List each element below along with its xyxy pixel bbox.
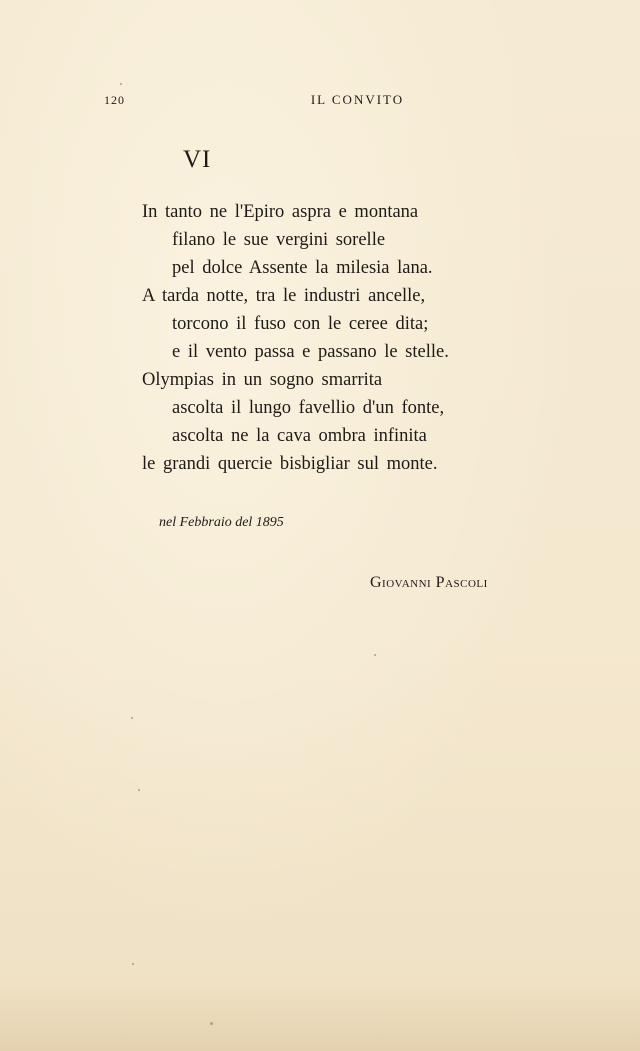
date-line: nel Febbraio del 1895 <box>159 515 284 530</box>
poem-line: le grandi quercie bisbigliar sul monte. <box>142 454 438 474</box>
page-number: 120 <box>104 93 125 107</box>
poem-line: A tarda notte, tra le industri ancelle, <box>142 286 426 306</box>
author-signature: Giovanni Pascoli <box>370 574 488 591</box>
poem-line: torcono il fuso con le ceree dita; <box>172 314 429 334</box>
running-head: IL CONVITO <box>310 92 405 107</box>
paper-speck <box>120 83 122 85</box>
poem-line: In tanto ne l'Epiro aspra e montana <box>142 202 419 222</box>
poem-line: Olympias in un sogno smarrita <box>142 370 383 390</box>
poem-line: e il vento passa e passano le stelle. <box>172 342 449 362</box>
section-number: VI <box>183 146 212 173</box>
poem-line: ascolta ne la cava ombra infinita <box>172 426 427 446</box>
poem-line: ascolta il lungo favellio d'un fonte, <box>172 398 445 418</box>
poem-line: pel dolce Assente la milesia lana. <box>172 258 433 278</box>
page-edge-shading <box>0 981 640 1051</box>
paper-speck <box>132 963 134 965</box>
poem-line: filano le sue vergini sorelle <box>172 230 386 250</box>
paper-speck <box>131 717 133 719</box>
paper-speck <box>138 789 140 791</box>
paper-speck <box>374 654 376 656</box>
